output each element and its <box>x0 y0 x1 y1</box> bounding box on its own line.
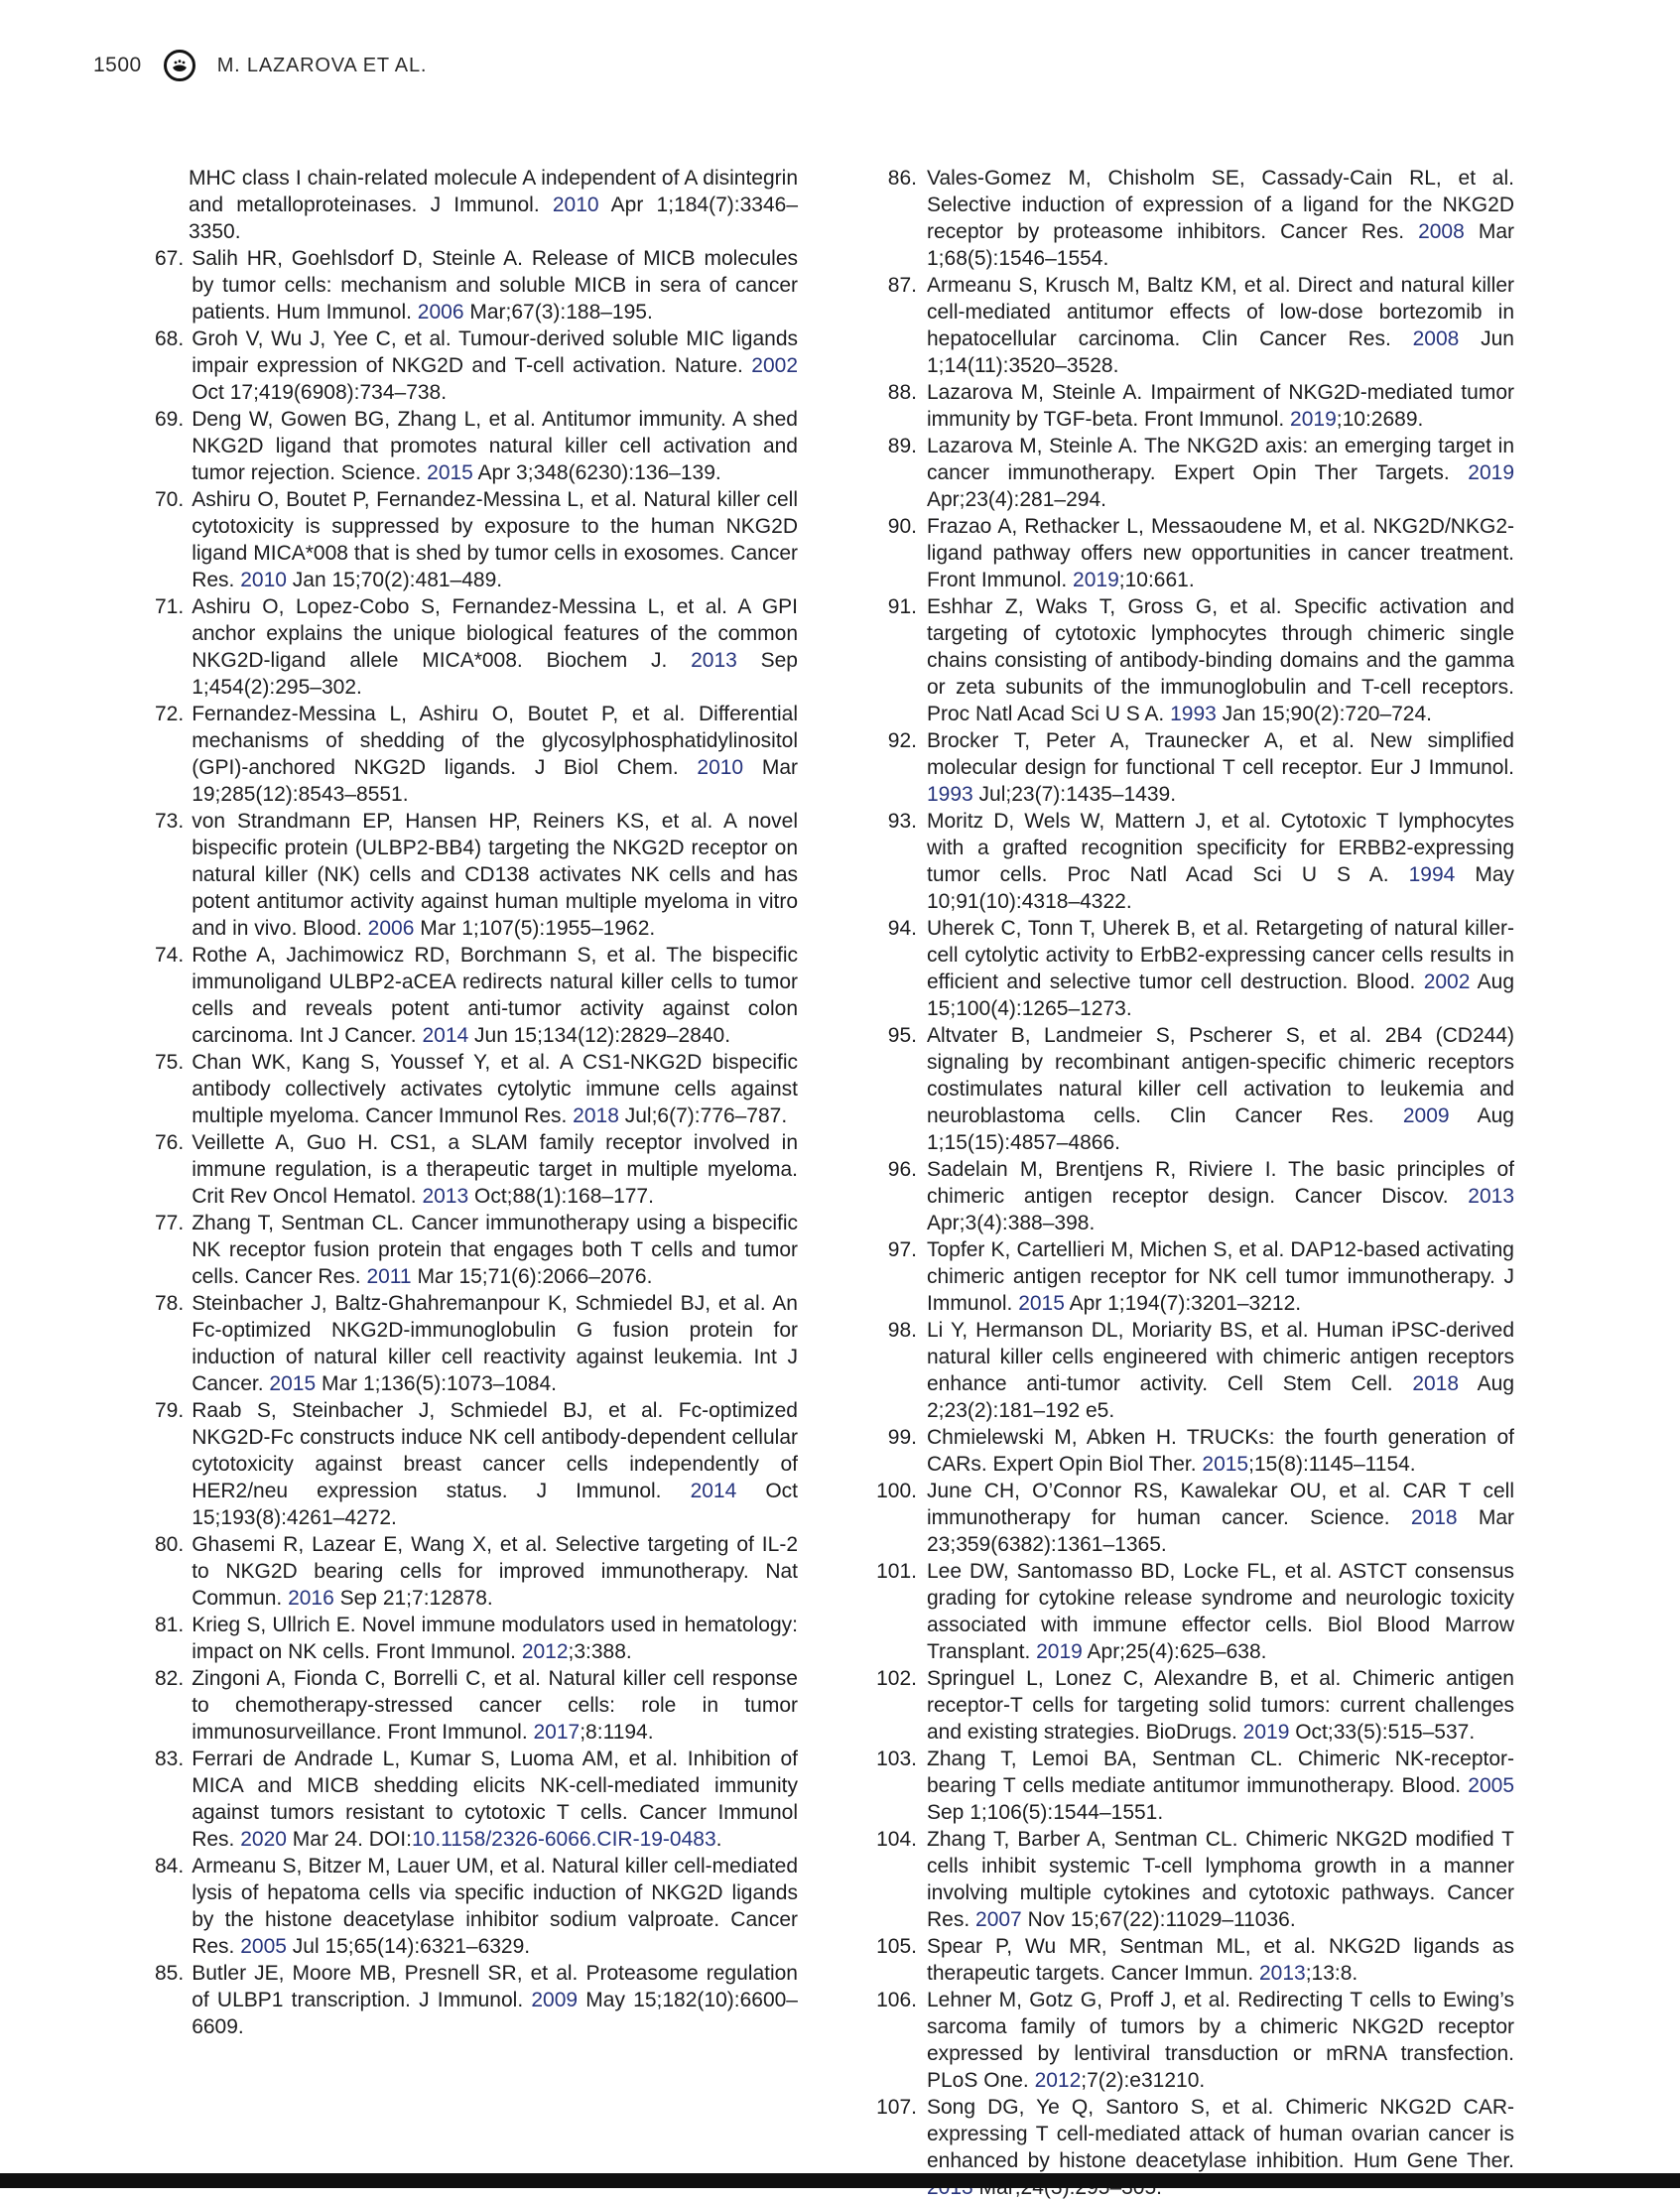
text-segment: Apr;25(4):625–638. <box>1082 1640 1267 1663</box>
citation-link[interactable]: 2002 <box>751 354 798 377</box>
reference-number: 98. <box>887 1319 917 1342</box>
text-segment: Zhang T, Lemoi BA, Sentman CL. Chimeric NK-receptor-bearing T cells mediate antitumor immunotherapy. Blood. <box>927 1748 1514 1797</box>
reference-number: 90. <box>887 515 917 538</box>
reference-item <box>155 486 798 593</box>
text-segment: Armeanu S, Bitzer M, Lauer UM, et al. Natural killer cell-mediated lysis of hepatoma cells via specific induction of NKG2D ligands by the histone deacetylase inhibitor sodium valproate. Cancer Res. <box>192 1855 798 1958</box>
reference-text <box>927 1746 1514 1826</box>
text-segment: Ashiru O, Lopez-Cobo S, Fernandez-Messina L, et al. A GPI anchor explains the unique biological features of the common NKG2D-ligand allele MICA*008. Biochem J. <box>192 595 798 672</box>
text-segment: Krieg S, Ullrich E. Novel immune modulators used in hematology: impact on NK cells. Front Immunol. <box>192 1614 798 1663</box>
citation-link[interactable]: 2019 <box>1242 1721 1290 1744</box>
text-segment: Oct 15;193(8):4261–4272. <box>192 1480 798 1529</box>
reference-item <box>871 1478 1514 1558</box>
reference-text <box>192 1290 798 1397</box>
reference-item <box>871 727 1514 808</box>
citation-link[interactable]: 2011 <box>366 1265 412 1288</box>
text-segment: Apr 3;348(6230):136–139. <box>472 461 721 484</box>
reference-text <box>192 406 798 486</box>
reference-number: 104. <box>876 1828 917 1851</box>
text-segment: Uherek C, Tonn T, Uherek B, et al. Retargeting of natural killer-cell cytolytic activity to ErbB2-expressing cancer cells results in efficient and selective tumor cell destruction. Blood. <box>927 917 1514 993</box>
text-segment: Jul 15;65(14):6321–6329. <box>286 1935 531 1958</box>
reference-number: 92. <box>887 729 917 752</box>
citation-link[interactable]: 2002 <box>1423 971 1471 993</box>
text-segment: Butler JE, Moore MB, Presnell SR, et al. Proteasome regulation of ULBP1 transcription. J Immunol. <box>192 1962 798 2011</box>
reference-item <box>155 942 798 1049</box>
text-segment: Mar 1;107(5):1955–1962. <box>414 917 656 940</box>
text-segment: Oct;88(1):168–177. <box>468 1185 654 1208</box>
reference-number: 102. <box>876 1667 917 1690</box>
text-segment: Steinbacher J, Baltz-Ghahremanpour K, Schmiedel BJ, et al. An Fc-optimized NKG2D-immunoglobulin G fusion protein for induction of natural killer cell reactivity against leukemia. Int J Cancer. <box>192 1292 798 1395</box>
reference-text <box>927 513 1514 593</box>
text-segment: Oct 17;419(6908):734–738. <box>192 381 448 404</box>
text-segment: Mar 24. DOI: <box>286 1828 412 1851</box>
reference-item <box>155 1746 798 1853</box>
reference-number: 101. <box>876 1560 917 1583</box>
reference-number: 85. <box>155 1962 185 1985</box>
reference-number: 71. <box>155 595 185 618</box>
text-segment: Aug 2;23(2):181–192 e5. <box>927 1372 1514 1422</box>
reference-text <box>927 1236 1514 1317</box>
text-segment: Fernandez-Messina L, Ashiru O, Boutet P, et al. Differential mechanisms of shedding of the glycosylphosphatidylinositol (GPI)-anchored NKG2D ligands. J Biol Chem. <box>192 703 798 779</box>
reference-text <box>192 1665 798 1746</box>
publisher-logo-icon <box>162 48 197 83</box>
reference-item <box>871 1558 1514 1665</box>
text-segment: Chan WK, Kang S, Youssef Y, et al. A CS1-NKG2D bispecific antibody collectively activates cytolytic immune cells against multiple myeloma. Cancer Immunol Res. <box>192 1051 798 1127</box>
reference-item <box>155 165 798 245</box>
reference-number: 67. <box>155 247 185 270</box>
citation-link[interactable]: 2019 <box>1290 408 1337 431</box>
text-segment: Mar 1;136(5):1073–1084. <box>316 1372 557 1395</box>
reference-number: 69. <box>155 408 185 431</box>
reference-item <box>155 1531 798 1612</box>
text-segment: Mar 15;71(6):2066–2076. <box>411 1265 653 1288</box>
reference-text <box>927 1826 1514 1933</box>
reference-number: 83. <box>155 1748 185 1770</box>
reference-number: 105. <box>876 1935 917 1958</box>
citation-link[interactable]: 2008 <box>1412 327 1460 350</box>
citation-link[interactable]: 2013 <box>1259 1962 1306 1985</box>
reference-number: 106. <box>876 1989 917 2011</box>
text-segment: ;15(8):1145–1154. <box>1248 1453 1416 1476</box>
page-bottom-edge <box>0 2173 1680 2188</box>
citation-link[interactable]: 1993 <box>927 783 973 806</box>
reference-text <box>192 1531 798 1612</box>
text-segment: Jan 15;70(2):481–489. <box>286 569 503 591</box>
reference-item <box>871 593 1514 727</box>
reference-text <box>189 165 798 245</box>
text-segment: Armeanu S, Krusch M, Baltz KM, et al. Direct and natural killer cell-mediated antitumor effects of low-dose bortezomib in hepatocellular carcinoma. Clin Cancer Res. <box>927 274 1514 350</box>
reference-item <box>871 1826 1514 1933</box>
reference-item <box>155 1049 798 1129</box>
text-segment: Nov 15;67(22):11029–11036. <box>1021 1908 1296 1931</box>
text-segment: Raab S, Steinbacher J, Schmiedel BJ, et al. Fc-optimized NKG2D-Fc constructs induce NK cell antibody-dependent cellular cytotoxicity against breast cancer cells independently of HER2/neu expression status. J Immunol. <box>192 1399 798 1502</box>
text-segment: ;7(2):e31210. <box>1081 2069 1206 2092</box>
reference-item <box>155 808 798 942</box>
text-segment: Mar 19;285(12):8543–8551. <box>192 756 798 806</box>
text-segment: ;3:388. <box>568 1640 632 1663</box>
reference-text <box>192 1129 798 1210</box>
reference-text <box>927 1022 1514 1156</box>
reference-item <box>871 433 1514 513</box>
text-segment: Jun 15;134(12):2829–2840. <box>468 1024 731 1047</box>
citation-link[interactable]: 2006 <box>367 917 415 940</box>
reference-item <box>871 272 1514 379</box>
citation-link[interactable]: 10.1158/2326-6066.CIR-19-0483 <box>411 1828 716 1851</box>
text-segment: Topfer K, Cartellieri M, Michen S, et al. DAP12-based activating chimeric antigen receptor for NK cell tumor immunotherapy. J Immunol. <box>927 1238 1514 1315</box>
text-segment: Spear P, Wu MR, Sentman ML, et al. NKG2D ligands as therapeutic targets. Cancer Immun. <box>927 1935 1514 1985</box>
reference-text <box>927 165 1514 272</box>
citation-link[interactable]: 2012 <box>521 1640 569 1663</box>
text-segment: Lazarova M, Steinle A. Impairment of NKG2D-mediated tumor immunity by TGF-beta. Front Immunol. <box>927 381 1514 431</box>
citation-link[interactable]: 1993 <box>1170 703 1217 725</box>
reference-item <box>155 406 798 486</box>
text-segment: Jan 15;90(2):720–724. <box>1216 703 1432 725</box>
reference-text <box>927 1665 1514 1746</box>
reference-number: 72. <box>155 703 185 725</box>
running-head: M. LAZAROVA ET AL. <box>216 54 428 76</box>
reference-item <box>871 1317 1514 1424</box>
reference-text <box>192 1210 798 1290</box>
citation-link[interactable]: 2014 <box>690 1480 737 1502</box>
text-segment: Moritz D, Wels W, Mattern J, et al. Cytotoxic T lymphocytes with a grafted recognition specificity for ERBB2-expressing tumor cells. Proc Natl Acad Sci U S A. <box>927 810 1514 886</box>
text-segment: May 15;182(10):6600–6609. <box>192 1989 798 2038</box>
text-segment: Eshhar Z, Waks T, Gross G, et al. Specific activation and targeting of cytotoxic lymphocytes through chimeric single chains consisting of antibody-binding domains and the gamma or zeta subunits of the immunoglobulin and T-cell receptors. Proc Natl Acad Sci U S A. <box>927 595 1514 725</box>
text-segment: MHC class I chain-related molecule A independent of A disintegrin and metalloproteinases. J Immunol. <box>189 167 798 216</box>
citation-link[interactable]: 2014 <box>422 1024 469 1047</box>
text-segment: Altvater B, Landmeier S, Pscherer S, et al. 2B4 (CD244) signaling by recombinant antigen-specific chimeric receptors costimulates natural killer cell activation to leukemia and neuroblastoma cells. Clin Cancer Res. <box>927 1024 1514 1127</box>
reference-number: 70. <box>155 488 185 511</box>
reference-text <box>927 727 1514 808</box>
page-number: 1500 <box>93 54 142 76</box>
reference-item <box>155 1210 798 1290</box>
reference-number: 81. <box>155 1614 185 1636</box>
text-segment: Jul;23(7):1435–1439. <box>972 783 1177 806</box>
citation-link[interactable]: 2005 <box>240 1935 287 1958</box>
reference-item <box>155 245 798 325</box>
reference-item <box>871 915 1514 1022</box>
reference-item <box>871 379 1514 433</box>
reference-number: 80. <box>155 1533 185 1556</box>
reference-item <box>871 1746 1514 1826</box>
reference-text <box>927 379 1514 433</box>
reference-number: 93. <box>887 810 917 833</box>
text-segment: Springuel L, Lonez C, Alexandre B, et al. Chimeric antigen receptor-T cells for targeting solid tumors: current challenges and existing strategies. BioDrugs. <box>927 1667 1514 1744</box>
text-segment: ;10:661. <box>1118 569 1195 591</box>
citation-link[interactable]: 2015 <box>427 461 473 484</box>
reference-number <box>155 165 189 245</box>
reference-text <box>927 433 1514 513</box>
reference-item <box>871 1665 1514 1746</box>
citation-link[interactable]: 2010 <box>552 194 599 216</box>
reference-number: 86. <box>887 167 917 190</box>
text-segment: Song DG, Ye Q, Santoro S, et al. Chimeric NKG2D CAR-expressing T cell-mediated attack of human ovarian cancer is enhanced by histone deacetylase inhibition. Hum Gene Ther. <box>927 2096 1514 2172</box>
text-segment: Rothe A, Jachimowicz RD, Borchmann S, et al. The bispecific immunoligand ULBP2-aCEA redirects natural killer cells to tumor cells and reveals potent anti-tumor activity against colon carcinoma. Int J Cancer. <box>192 944 798 1047</box>
reference-text <box>192 486 798 593</box>
citation-link[interactable]: 2012 <box>1034 2069 1082 2092</box>
reference-text <box>192 808 798 942</box>
reference-text <box>192 701 798 808</box>
text-segment: Zhang T, Barber A, Sentman CL. Chimeric NKG2D modified T cells inhibit systemic T-cell lymphoma growth in a manner involving multiple cytokines and cytotoxic pathways. Cancer Res. <box>927 1828 1514 1931</box>
text-segment: Aug 15;100(4):1265–1273. <box>927 971 1514 1020</box>
text-segment: Lehner M, Gotz G, Proff J, et al. Redirecting T cells to Ewing’s sarcoma family of tumors by a chimeric NKG2D receptor expressed by lentiviral transduction or mRNA transfection. PLoS One. <box>927 1989 1514 2092</box>
reference-item <box>155 1853 798 1960</box>
text-segment: ;10:2689. <box>1336 408 1424 431</box>
text-segment: June CH, O’Connor RS, Kawalekar OU, et al. CAR T cell immunotherapy for human cancer. Science. <box>927 1480 1514 1529</box>
citation-link[interactable]: 2009 <box>1402 1104 1450 1127</box>
citation-link[interactable]: 2015 <box>1202 1453 1249 1476</box>
text-segment: Ghasemi R, Lazear E, Wang X, et al. Selective targeting of IL-2 to NKG2D bearing cells for improved immunotherapy. Nat Commun. <box>192 1533 798 1610</box>
reference-text <box>927 1987 1514 2094</box>
citation-link[interactable]: 2018 <box>1412 1372 1460 1395</box>
text-segment: Frazao A, Rethacker L, Messaoudene M, et al. NKG2D/NKG2-ligand pathway offers new opportunities in cancer treatment. Front Immunol. <box>927 515 1514 591</box>
reference-number: 73. <box>155 810 185 833</box>
citation-link[interactable]: 2010 <box>240 569 287 591</box>
reference-text <box>927 1424 1514 1478</box>
reference-number: 89. <box>887 435 917 457</box>
reference-text <box>192 1853 798 1960</box>
reference-item <box>871 513 1514 593</box>
citation-link[interactable]: 2015 <box>269 1372 317 1395</box>
text-segment: Groh V, Wu J, Yee C, et al. Tumour-derived soluble MIC ligands impair expression of NKG2D and T-cell activation. Nature. <box>192 327 798 377</box>
text-segment: Aug 1;15(15):4857–4866. <box>927 1104 1514 1154</box>
citation-link[interactable]: 2013 <box>1468 1185 1514 1208</box>
reference-number: 103. <box>876 1748 917 1770</box>
text-segment: von Strandmann EP, Hansen HP, Reiners KS, et al. A novel bispecific protein (ULBP2-BB4) targeting the NKG2D receptor on natural killer (NK) cells and CD138 activates NK cells and has potent antitumor activity against human multiple myeloma in vitro and in vivo. Blood. <box>192 810 798 940</box>
text-segment: Sadelain M, Brentjens R, Riviere I. The basic principles of chimeric antigen receptor design. Cancer Discov. <box>927 1158 1514 1208</box>
text-segment: Oct;33(5):515–537. <box>1289 1721 1476 1744</box>
text-segment: Sep 1;106(5):1544–1551. <box>927 1801 1164 1824</box>
citation-link[interactable]: 2013 <box>691 649 737 672</box>
reference-number: 88. <box>887 381 917 404</box>
text-segment: Lee DW, Santomasso BD, Locke FL, et al. ASTCT consensus grading for cytokine release syndrome and neurologic toxicity associated with immune effector cells. Biol Blood Marrow Transplant. <box>927 1560 1514 1663</box>
reference-text <box>192 1960 798 2040</box>
reference-text <box>192 942 798 1049</box>
reference-item <box>155 1960 798 2040</box>
citation-link[interactable]: 2020 <box>240 1828 287 1851</box>
reference-number: 75. <box>155 1051 185 1074</box>
reference-text <box>927 1558 1514 1665</box>
text-segment: Sep 1;454(2):295–302. <box>192 649 798 699</box>
reference-number: 99. <box>887 1426 917 1449</box>
text-segment: Sep 21;7:12878. <box>333 1587 493 1610</box>
reference-item <box>871 1156 1514 1236</box>
citation-link[interactable]: 2008 <box>1418 220 1465 243</box>
text-segment: May 10;91(10):4318–4322. <box>927 863 1514 913</box>
reference-item <box>155 325 798 406</box>
reference-text <box>927 593 1514 727</box>
text-segment: Jul;6(7):776–787. <box>618 1104 788 1127</box>
reference-number: 76. <box>155 1131 185 1154</box>
reference-text <box>927 1156 1514 1236</box>
text-segment: Apr;23(4):281–294. <box>927 488 1106 511</box>
reference-text <box>927 1478 1514 1558</box>
reference-number: 87. <box>887 274 917 297</box>
reference-item <box>155 1612 798 1665</box>
text-segment: Ferrari de Andrade L, Kumar S, Luoma AM, et al. Inhibition of MICA and MICB shedding elicits NK-cell-mediated immunity against tumors resistant to cytotoxic T cells. Cancer Immunol Res. <box>192 1748 798 1851</box>
text-segment: Salih HR, Goehlsdorf D, Steinle A. Release of MICB molecules by tumor cells: mechanism and soluble MICB in sera of cancer patients. Hum Immunol. <box>192 247 798 324</box>
text-segment: Li Y, Hermanson DL, Moriarity BS, et al. Human iPSC-derived natural killer cells engineered with chimeric antigen receptors enhance anti-tumor activity. Cell Stem Cell. <box>927 1319 1514 1395</box>
reference-number: 100. <box>876 1480 917 1502</box>
citation-link[interactable]: 2007 <box>975 1908 1022 1931</box>
citation-link[interactable]: 2019 <box>1073 569 1119 591</box>
references-column-left <box>155 165 798 2040</box>
citation-link[interactable]: 2018 <box>1410 1506 1458 1529</box>
text-segment: Chmielewski M, Abken H. TRUCKs: the fourth generation of CARs. Expert Opin Biol Ther. <box>927 1426 1514 1476</box>
text-segment: Mar;67(3):188–195. <box>463 301 653 324</box>
reference-item <box>155 1397 798 1531</box>
text-segment: Vales-Gomez M, Chisholm SE, Cassady-Cain RL, et al. Selective induction of expression of a ligand for the NKG2D receptor by proteasome inhibitors. Cancer Res. <box>927 167 1514 243</box>
page-header <box>93 48 427 83</box>
text-segment: Apr;3(4):388–398. <box>927 1212 1096 1234</box>
reference-number: 77. <box>155 1212 185 1234</box>
reference-item <box>871 808 1514 915</box>
text-segment: . <box>715 1828 722 1851</box>
text-segment: Jun 1;14(11):3520–3528. <box>927 327 1514 377</box>
citation-link[interactable]: 2005 <box>1468 1774 1514 1797</box>
citation-link[interactable]: 2017 <box>533 1721 581 1744</box>
reference-item <box>155 1129 798 1210</box>
reference-number: 91. <box>887 595 917 618</box>
reference-number: 74. <box>155 944 185 967</box>
citation-link[interactable]: 2010 <box>697 756 744 779</box>
citation-link[interactable]: 2016 <box>288 1587 334 1610</box>
text-segment: Mar 23;359(6382):1361–1365. <box>927 1506 1515 1556</box>
citation-link[interactable]: 2019 <box>1468 461 1514 484</box>
text-segment: Lazarova M, Steinle A. The NKG2D axis: an emerging target in cancer immunotherapy. Expert Opin Ther Targets. <box>927 435 1514 484</box>
reference-text <box>192 325 798 406</box>
reference-number: 78. <box>155 1292 185 1315</box>
reference-item <box>871 1424 1514 1478</box>
reference-item <box>155 1290 798 1397</box>
reference-text <box>192 245 798 325</box>
citation-link[interactable]: 2019 <box>1036 1640 1083 1663</box>
reference-number: 68. <box>155 327 185 350</box>
text-segment: Brocker T, Peter A, Traunecker A, et al. New simplified molecular design for functional T cell receptor. Eur J Immunol. <box>927 729 1514 779</box>
citation-link[interactable]: 2018 <box>573 1104 619 1127</box>
reference-number: 79. <box>155 1399 185 1422</box>
reference-text <box>192 1746 798 1853</box>
reference-item <box>871 1022 1514 1156</box>
reference-item <box>155 593 798 701</box>
reference-text <box>927 915 1514 1022</box>
citation-link[interactable]: 2013 <box>422 1185 469 1208</box>
text-segment: Mar 1;68(5):1546–1554. <box>927 220 1514 270</box>
reference-item <box>871 1987 1514 2094</box>
references-column-right <box>871 165 1514 2201</box>
reference-text <box>927 808 1514 915</box>
citation-link[interactable]: 1994 <box>1408 863 1456 886</box>
reference-text <box>192 1397 798 1531</box>
citation-link[interactable]: 2006 <box>417 301 464 324</box>
reference-number: 94. <box>887 917 917 940</box>
reference-item <box>155 1665 798 1746</box>
reference-number: 107. <box>876 2096 917 2119</box>
reference-text <box>192 1612 798 1665</box>
text-segment: Ashiru O, Boutet P, Fernandez-Messina L, et al. Natural killer cell cytotoxicity is suppressed by exposure to the human NKG2D ligand MICA*008 that is shed by tumor cells in exosomes. Cancer Res. <box>192 488 798 591</box>
text-segment: Apr 1;194(7):3201–3212. <box>1064 1292 1302 1315</box>
reference-item <box>871 1933 1514 1987</box>
reference-text <box>192 1049 798 1129</box>
citation-link[interactable]: 2009 <box>531 1989 579 2011</box>
reference-number: 95. <box>887 1024 917 1047</box>
text-segment: Deng W, Gowen BG, Zhang L, et al. Antitumor immunity. A shed NKG2D ligand that promotes natural killer cell activation and tumor rejection. Science. <box>192 408 798 484</box>
reference-number: 97. <box>887 1238 917 1261</box>
reference-item <box>871 1236 1514 1317</box>
reference-text <box>927 272 1514 379</box>
text-segment: Zingoni A, Fionda C, Borrelli C, et al. Natural killer cell response to chemotherapy-stressed cancer cells: role in tumor immunosurveillance. Front Immunol. <box>192 1667 798 1744</box>
text-segment: ;8:1194. <box>580 1721 654 1744</box>
reference-item <box>155 701 798 808</box>
reference-number: 82. <box>155 1667 185 1690</box>
text-segment: Zhang T, Sentman CL. Cancer immunotherapy using a bispecific NK receptor fusion protein that engages both T cells and tumor cells. Cancer Res. <box>192 1212 798 1288</box>
reference-text <box>192 593 798 701</box>
text-segment: Veillette A, Guo H. CS1, a SLAM family receptor involved in immune regulation, is a therapeutic target in multiple myeloma. Crit Rev Oncol Hematol. <box>192 1131 798 1208</box>
text-segment: ;13:8. <box>1305 1962 1358 1985</box>
reference-text <box>927 1317 1514 1424</box>
reference-text <box>927 1933 1514 1987</box>
citation-link[interactable]: 2015 <box>1018 1292 1065 1315</box>
text-segment: Apr 1;184(7):3346–3350. <box>189 194 798 243</box>
reference-number: 84. <box>155 1855 185 1877</box>
reference-number: 96. <box>887 1158 917 1181</box>
reference-item <box>871 165 1514 272</box>
